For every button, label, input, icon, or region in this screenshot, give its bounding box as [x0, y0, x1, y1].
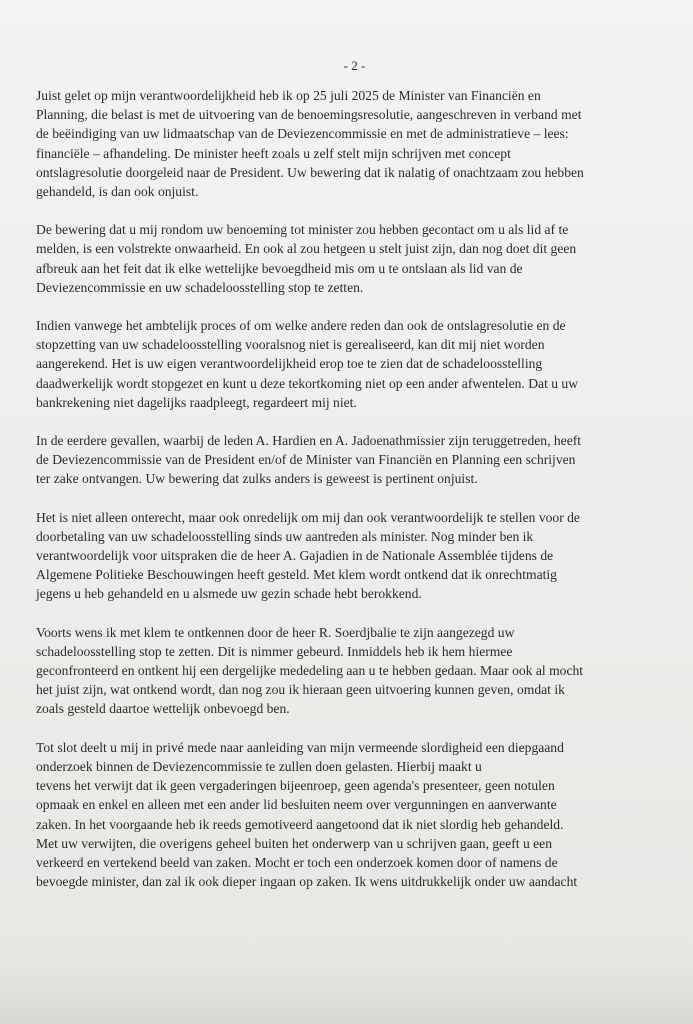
text-line: aangerekend. Het is uw eigen verantwoordelijkheid erop toe te zien dat de schadeloosstelling	[36, 356, 543, 372]
text-line: zoals gesteld daartoe wettelijk onbevoegd ben.	[36, 701, 290, 717]
text-line: onderzoek binnen de Deviezencommissie te zullen doen gelasten. Hierbij maakt u	[36, 758, 482, 774]
document-body	[36, 86, 667, 891]
text-line: financiële – afhandeling. De minister heeft zoals u zelf stelt mijn schrijven met concept	[36, 145, 511, 161]
text-line: Planning, die belast is met de uitvoering van de benoemingsresolutie, aangeschreven in verband met	[36, 107, 582, 123]
paragraph-4	[36, 431, 667, 489]
text-line: het juist zijn, wat ontkend wordt, dan nog zou ik hieraan geen uitvoering kunnen geven, omdat ik	[36, 682, 565, 698]
text-line: Juist gelet op mijn verantwoordelijkheid heb ik op 25 juli 2025 de Minister van Financiën en	[36, 88, 541, 103]
text-line: ter zake ontvangen. Uw bewering dat zulks anders is geweest is pertinent onjuist.	[36, 471, 478, 487]
page-shadow	[0, 960, 693, 1024]
text-line: Met uw verwijten, die overigens geheel buiten het onderwerp van u schrijven gaan, geeft u een	[36, 835, 552, 851]
text-line: de Deviezencommissie van de President en/of de Minister van Financiën en Planning een schrijven	[36, 452, 576, 468]
paragraph-5	[36, 508, 667, 604]
text-line: verantwoordelijk voor uitspraken die de heer A. Gajadien in de Nationale Assemblée tijdens de	[36, 548, 554, 564]
text-line: ontslagresolutie doorgeleid naar de President. Uw bewering dat ik nalatig of onachtzaam zou hebben	[36, 164, 584, 180]
text-line: zaken. In het voorgaande heb ik reeds gemotiveerd aangetoond dat ik niet slordig heb gehandeld.	[36, 816, 564, 832]
text-line: Deviezencommissie en uw schadeloosstelling stop te zetten.	[36, 279, 364, 295]
text-line: bankrekening niet dagelijks raadpleegt, regardeert mij niet.	[36, 394, 357, 410]
text-line: gehandeld, is dan ook onjuist.	[36, 184, 199, 200]
page-number: - 2 -	[343, 58, 366, 73]
text-line: daadwerkelijk wordt stopgezet en kunt u deze tekortkoming niet op een ander afwentelen. Dat u uw	[36, 375, 579, 391]
text-line: Tot slot deelt u mij in privé mede naar aanleiding van mijn vermeende slordigheid een diepgaand	[36, 739, 564, 755]
paragraph-7	[36, 738, 667, 892]
text-line: opmaak en enkel en alleen met een ander lid besluiten neem over vergunningen en aanverwante	[36, 797, 557, 813]
text-line: melden, is een volstrekte onwaarheid. En ook al zou hetgeen u stelt juist zijn, dan nog doet dit geen	[36, 241, 577, 257]
text-line: afbreuk aan het feit dat ik elke wettelijke bevoegdheid mis om u te ontslaan als lid van de	[36, 260, 523, 276]
text-line: bevoegde minister, dan zal ik ook dieper ingaan op zaken. Ik wens uitdrukkelijk onder uw aandacht	[36, 874, 578, 890]
paragraph-2	[36, 220, 667, 297]
text-line: doorbetaling van uw schadeloosstelling sinds uw aantreden als minister. Nog minder ben ik	[36, 528, 534, 544]
paragraph-6	[36, 623, 667, 719]
text-line: geconfronteerd en ontkent hij een dergelijke mededeling aan u te hebben gedaan. Maar ook al mocht	[36, 663, 584, 679]
text-line: stopzetting van uw schadeloosstelling vooralsnog niet is gerealiseerd, kan dit mij niet worden	[36, 337, 545, 353]
text-line: schadeloosstelling stop te zetten. Dit is nimmer gebeurd. Inmiddels heb ik hem hiermee	[36, 643, 513, 659]
text-line: De bewering dat u mij rondom uw benoeming tot minister zou hebben gecontact om u als lid af te	[36, 222, 569, 238]
text-line: Het is niet alleen onterecht, maar ook onredelijk om mij dan ook verantwoordelijk te stellen voor de	[36, 509, 580, 525]
text-line: Voorts wens ik met klem te ontkennen door de heer R. Soerdjbalie te zijn aangezegd uw	[36, 624, 515, 640]
text-line: verkeerd en vertekend beeld van zaken. Mocht er toch een onderzoek komen door of namens de	[36, 854, 558, 870]
text-line: jegens u heb gehandeld en u alsmede uw gezin schade hebt berokkend.	[36, 586, 422, 602]
text-line: Indien vanwege het ambtelijk proces of om welke andere reden dan ook de ontslagresolutie en de	[36, 318, 566, 334]
text-line: tevens het verwijt dat ik geen vergaderingen bijeenroep, geen agenda's presenteer, geen notulen	[36, 778, 555, 794]
paragraph-1	[36, 86, 667, 201]
text-line: Algemene Politieke Beschouwingen heeft gesteld. Met klem wordt ontkend dat ik onrechtmatig	[36, 567, 557, 583]
paragraph-3	[36, 316, 667, 412]
text-line: de beëindiging van uw lidmaatschap van de Deviezencommissie en met de administratieve – lees:	[36, 126, 569, 142]
text-line: In de eerdere gevallen, waarbij de leden A. Hardien en A. Jadoenathmissier zijn teruggetreden, heeft	[36, 433, 582, 449]
